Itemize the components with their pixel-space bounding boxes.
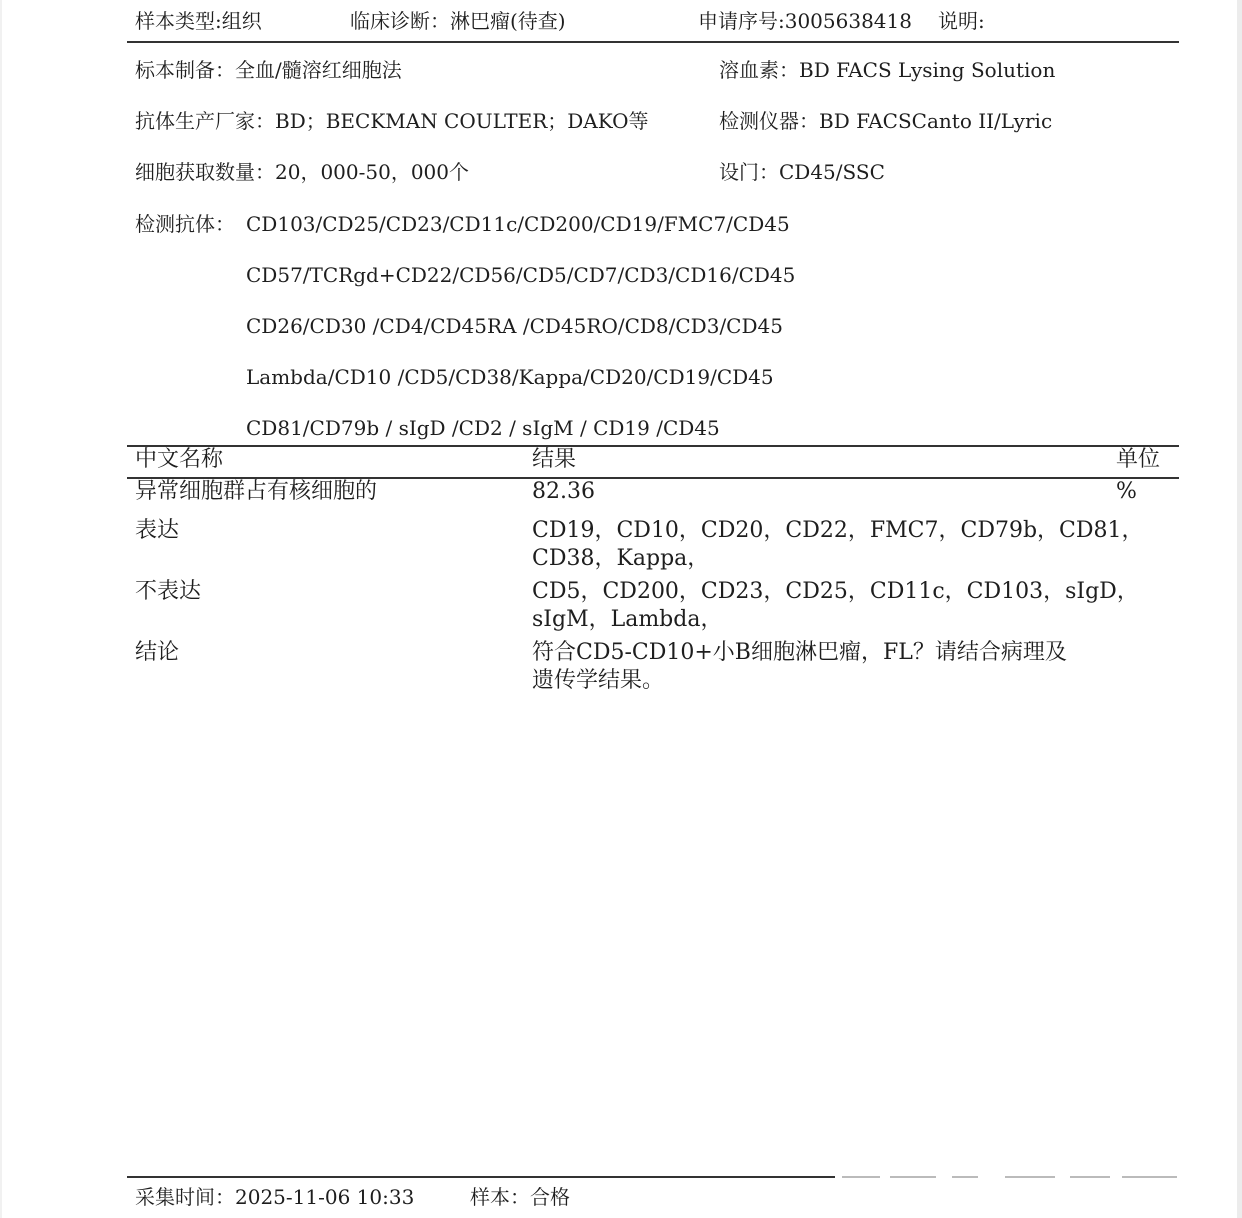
specimen-type: 样本类型:组织 xyxy=(135,9,262,33)
lysing-solution: 溶血素：BD FACS Lysing Solution xyxy=(719,58,1056,82)
antibody-manufacturer: 抗体生产厂家：BD；BECKMAN COULTER；DAKO等 xyxy=(135,109,649,133)
gating-strategy: 设门：CD45/SSC xyxy=(719,160,885,184)
page-right-edge xyxy=(1237,0,1242,1218)
result-row-value-cont: CD38，Kappa， xyxy=(532,546,710,571)
result-row-name: 不表达 xyxy=(135,579,202,604)
antibody-label: 检测抗体： xyxy=(135,212,235,236)
request-number: 申请序号:3005638418 xyxy=(698,9,912,33)
faded-rule-segment xyxy=(842,1176,880,1178)
faded-rule-segment xyxy=(1005,1176,1055,1178)
faded-rule-segment xyxy=(890,1176,936,1178)
result-row-value: 82.36 xyxy=(532,479,595,504)
antibody-panel-line: CD57/TCRgd+CD22/CD56/CD5/CD7/CD3/CD16/CD45 xyxy=(246,263,796,287)
faded-rule-segment xyxy=(952,1176,978,1178)
header-rule xyxy=(127,41,1179,43)
antibody-panel-line: CD103/CD25/CD23/CD11c/CD200/CD19/FMC7/CD45 xyxy=(246,212,790,236)
table-top-rule xyxy=(127,445,1179,447)
column-header-result: 结果 xyxy=(532,447,577,472)
faded-rule-segment xyxy=(1070,1176,1110,1178)
specimen-preparation: 标本制备：全血/髓溶红细胞法 xyxy=(135,58,402,82)
result-row-name: 表达 xyxy=(135,518,180,543)
note-label: 说明: xyxy=(938,9,985,33)
collection-time: 采集时间：2025-11-06 10:33 xyxy=(135,1185,415,1209)
result-row-name: 结论 xyxy=(135,640,180,665)
result-row-value: CD5，CD200，CD23，CD25，CD11c，CD103，sIgD， xyxy=(532,579,1139,604)
conclusion-text: 符合CD5-CD10+小B细胞淋巴瘤，FL？请结合病理及 xyxy=(532,640,1067,665)
antibody-panel-line: Lambda/CD10 /CD5/CD38/Kappa/CD20/CD19/CD45 xyxy=(246,365,774,389)
clinical-diagnosis: 临床诊断：淋巴瘤(待查) xyxy=(350,9,566,33)
detection-instrument: 检测仪器：BD FACSCanto II/Lyric xyxy=(719,109,1053,133)
antibody-panel-line: CD26/CD30 /CD4/CD45RA /CD45RO/CD8/CD3/CD45 xyxy=(246,314,783,338)
result-row-value: CD19，CD10，CD20，CD22，FMC7，CD79b，CD81， xyxy=(532,518,1144,543)
result-row-name: 异常细胞群占有核细胞的 xyxy=(135,479,378,504)
footer-rule xyxy=(127,1176,835,1178)
faded-rule-segment xyxy=(1122,1176,1177,1178)
column-header-name: 中文名称 xyxy=(135,447,224,472)
conclusion-text-cont: 遗传学结果。 xyxy=(532,668,665,693)
antibody-panel-line: CD81/CD79b / sIgD /CD2 / sIgM / CD19 /CD45 xyxy=(246,416,720,440)
cell-acquisition-count: 细胞获取数量：20，000-50，000个 xyxy=(135,160,470,184)
result-row-value-cont: sIgM，Lambda， xyxy=(532,607,723,632)
page-left-edge xyxy=(0,0,2,1218)
specimen-status: 样本：合格 xyxy=(470,1185,570,1209)
column-header-unit: 单位 xyxy=(1116,447,1161,472)
result-row-unit: % xyxy=(1116,479,1137,504)
